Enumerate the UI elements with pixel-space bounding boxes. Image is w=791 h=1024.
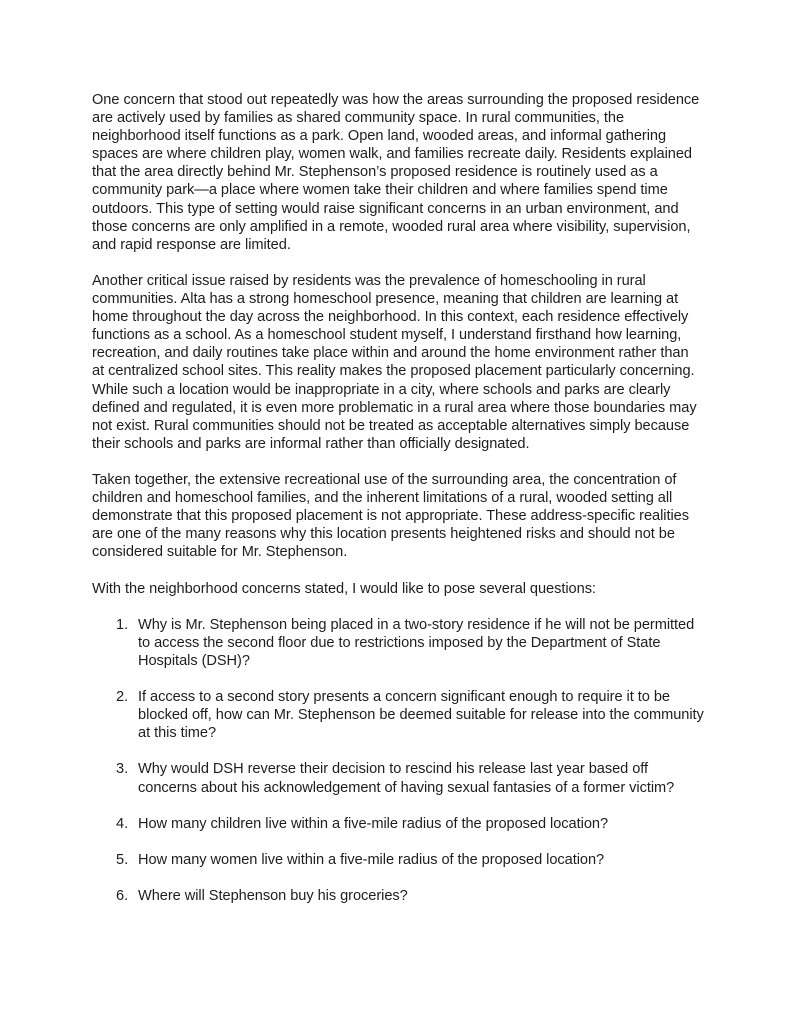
question-number: 1. [116,616,129,633]
question-number: 3. [116,761,129,778]
question-item [92,688,704,742]
question-number: 6. [116,888,129,905]
question-item [92,815,704,833]
paragraph-homeschooling: Another critical issue raised by residents was the prevalence of homeschooling in rural communities. Alta has a strong homeschool presence, meaning that children are learning at home throughout the day across the neighborhood. In this context, each residence effectively functions as a school. As a homeschool student myself, I understand firsthand how learning, recreation, and daily routines take place within and around the home environment rather than at centralized school sites. This reality makes the proposed placement particularly concerning. While such a location would be inappropriate in a city, where schools and parks are clearly defined and regulated, it is even more problematic in a rural area where those boundaries may not exist. Rural communities should not be treated as acceptable alternatives simply because their schools and parks are informal rather than officially designated. [92,272,697,452]
question-text: Where will Stephenson buy his groceries? [138,888,408,905]
paragraph-conclusion: Taken together, the extensive recreational use of the surrounding area, the concentration of children and homeschool families, and the inherent limitations of a rural, wooded setting all demonstrate that this proposed placement is not appropriate. These address-specific realities are one of the many reasons why this location presents heightened risks and should not be considered suitable for Mr. Stephenson. [92,471,689,561]
question-number: 2. [116,689,129,706]
question-text: How many children live within a five-mile radius of the proposed location? [138,815,609,832]
question-item [92,887,704,905]
question-text: Why is Mr. Stephenson being placed in a two-story residence if he will not be permitted to access the second floor due to restrictions imposed by the Department of State Hospitals (DSH)? [138,616,695,669]
question-item [92,851,704,869]
question-text: How many women live within a five-mile radius of the proposed location? [138,851,605,868]
document-page [92,91,704,923]
paragraph-questions-intro: With the neighborhood concerns stated, I would like to pose several questions: [92,580,596,597]
question-number: 5. [116,851,129,868]
question-number: 4. [116,815,129,832]
questions-list [92,616,704,906]
paragraph-community-space: One concern that stood out repeatedly was how the areas surrounding the proposed residence are actively used by families as shared community space. In rural communities, the neighborhood itself functions as a park. Open land, wooded areas, and informal gathering spaces are where children play, women walk, and families recreate daily. Residents explained that the area directly behind Mr. Stephenson’s proposed residence is routinely used as a community park—a place where women take their children and where families spend time outdoors. This type of setting would raise significant concerns in an urban environment, and those concerns are only amplified in a remote, wooded rural area where visibility, supervision, and rapid response are limited. [92,92,700,253]
question-text: Why would DSH reverse their decision to rescind his release last year based off concerns about his acknowledgement of having sexual fantasies of a former victim? [138,761,675,796]
question-item [92,616,704,670]
question-text: If access to a second story presents a concern significant enough to require it to be blocked off, how can Mr. Stephenson be deemed suitable for release into the community at this time? [138,689,704,742]
question-item [92,760,704,796]
